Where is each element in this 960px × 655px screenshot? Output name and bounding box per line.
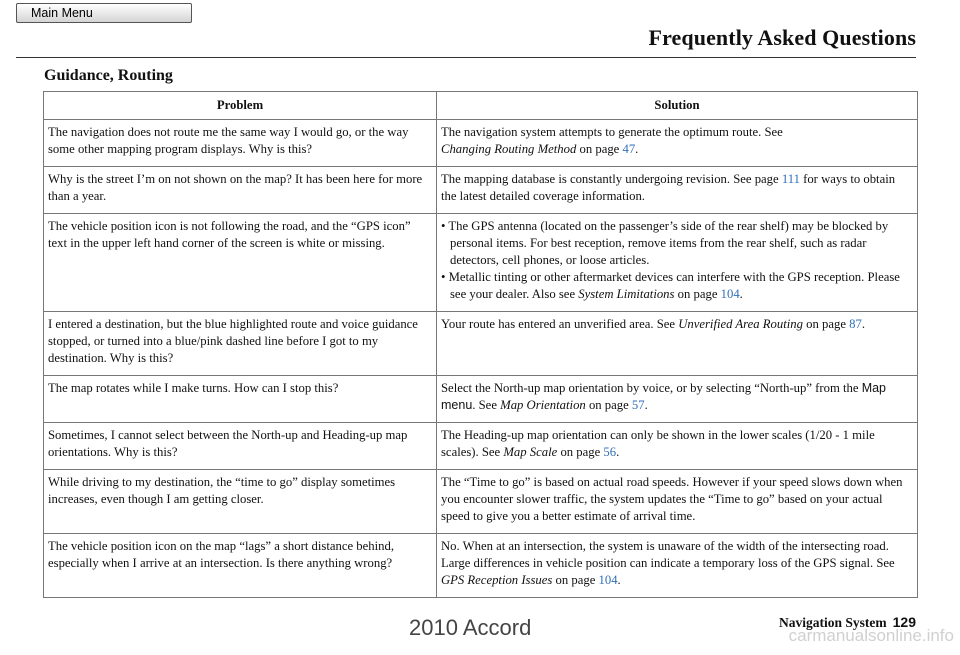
solution-text: The mapping database is constantly undergoing revision. See page bbox=[441, 172, 779, 186]
on-page-text: on page bbox=[560, 445, 601, 459]
on-page-text: on page bbox=[588, 398, 629, 412]
reference-title: Unverified Area Routing bbox=[678, 317, 803, 331]
table-row bbox=[44, 312, 918, 376]
bullet-item bbox=[441, 269, 913, 303]
solution-cell bbox=[437, 423, 918, 470]
punctuation: . bbox=[616, 445, 620, 459]
solution-text: No. When at an intersection, the system is unaware of the width of the intersecting road. Large differences in vehicle position can indicate a temporary loss of the GPS signal. See bbox=[441, 539, 895, 570]
title-divider bbox=[16, 57, 916, 58]
on-page-text: on page bbox=[555, 573, 596, 587]
problem-cell: I entered a destination, but the blue highlighted route and voice guidance stopped, or turned into a blue/pink dashed line before I got to my destination. Why is this? bbox=[44, 312, 437, 376]
table-row bbox=[44, 376, 918, 423]
bullet-item: • The GPS antenna (located on the passenger’s side of the rear shelf) may be blocked by personal items. For best reception, remove items from the rear shelf, such as radar detectors, cell phones, or loose articles. bbox=[441, 219, 889, 267]
punctuation: . bbox=[861, 317, 865, 331]
page-link[interactable]: 56 bbox=[603, 445, 617, 459]
solution-cell: The “Time to go” is based on actual road speeds. However if your speed slows down when you encounter slower traffic, the system updates the “Time to go” based on your actual speed to give you a better estimate of arrival time. bbox=[437, 470, 918, 534]
section-heading: Guidance, Routing bbox=[44, 67, 173, 84]
page-link[interactable]: 87 bbox=[849, 317, 862, 331]
page-link[interactable]: 104 bbox=[720, 287, 740, 301]
solution-text: Your route has entered an unverified area. See bbox=[441, 317, 676, 331]
reference-title: System Limitations bbox=[578, 287, 675, 301]
solution-cell bbox=[437, 312, 918, 376]
solution-cell bbox=[437, 214, 918, 312]
page-link[interactable]: 57 bbox=[631, 398, 645, 412]
on-page-text: on page bbox=[677, 287, 718, 301]
page-link[interactable]: 104 bbox=[598, 573, 618, 587]
problem-cell: Sometimes, I cannot select between the North-up and Heading-up map orientations. Why is this? bbox=[44, 423, 437, 470]
problem-cell: The map rotates while I make turns. How can I stop this? bbox=[44, 376, 437, 423]
solution-text: The navigation system attempts to generate the optimum route. See bbox=[441, 125, 783, 139]
reference-title: Map Scale bbox=[503, 445, 558, 459]
problem-cell: While driving to my destination, the “time to go” display sometimes increases, even though I am getting closer. bbox=[44, 470, 437, 534]
punctuation: . bbox=[644, 398, 648, 412]
punctuation: . bbox=[617, 573, 621, 587]
reference-title: Map Orientation bbox=[500, 398, 586, 412]
page-title: Frequently Asked Questions bbox=[648, 25, 916, 50]
bullet-text: • Metallic tinting or other aftermarket devices can interfere with the GPS reception. Please see your dealer. Also see bbox=[441, 270, 900, 301]
reference-title: Changing Routing Method bbox=[441, 142, 577, 156]
model-watermark: 2010 Accord bbox=[409, 615, 532, 640]
solution-cell bbox=[437, 167, 918, 214]
problem-cell: Why is the street I’m on not shown on the map? It has been here for more than a year. bbox=[44, 167, 437, 214]
solution-text: The Heading-up map orientation can only be shown in the lower scales (1/20 - 1 mile scales). See bbox=[441, 428, 875, 459]
problem-cell: The navigation does not route me the same way I would go, or the way some other mapping program displays. Why is this? bbox=[44, 120, 437, 167]
solution-text: Select the North-up map orientation by voice, or by selecting “North-up” from the bbox=[441, 381, 859, 395]
solution-cell bbox=[437, 534, 918, 598]
footer-system-label: Navigation System bbox=[779, 615, 887, 630]
punctuation: . bbox=[739, 287, 743, 301]
reference-title: GPS Reception Issues bbox=[441, 573, 553, 587]
page-number: 129 bbox=[892, 614, 916, 630]
solution-cell bbox=[437, 376, 918, 423]
solution-text-continued: for ways to obtain the latest detailed coverage information. bbox=[441, 172, 896, 203]
on-page-text: on page bbox=[579, 142, 620, 156]
menu-name: Map menu bbox=[441, 381, 887, 412]
punctuation: . bbox=[635, 142, 639, 156]
table-row bbox=[44, 470, 918, 534]
solution-column-header: Solution bbox=[437, 92, 918, 120]
table-header-row bbox=[44, 92, 918, 120]
on-page-text: on page bbox=[806, 317, 846, 331]
table-row bbox=[44, 120, 918, 167]
faq-table bbox=[43, 91, 918, 598]
problem-column-header: Problem bbox=[44, 92, 437, 120]
page-link[interactable]: 47 bbox=[622, 142, 636, 156]
site-watermark: carmanualsonline.info bbox=[788, 626, 954, 645]
page-link[interactable]: 111 bbox=[781, 172, 800, 186]
table-row bbox=[44, 214, 918, 312]
main-menu-button[interactable]: Main Menu bbox=[16, 3, 192, 23]
problem-cell: The vehicle position icon on the map “lags” a short distance behind, especially when I arrive at an intersection. Is there anything wrong? bbox=[44, 534, 437, 598]
solution-text-continued: . See bbox=[472, 398, 497, 412]
solution-cell bbox=[437, 120, 918, 167]
table-row bbox=[44, 423, 918, 470]
table-row bbox=[44, 534, 918, 598]
table-row bbox=[44, 167, 918, 214]
problem-cell: The vehicle position icon is not following the road, and the “GPS icon” text in the upper left hand corner of the screen is white or missing. bbox=[44, 214, 437, 312]
